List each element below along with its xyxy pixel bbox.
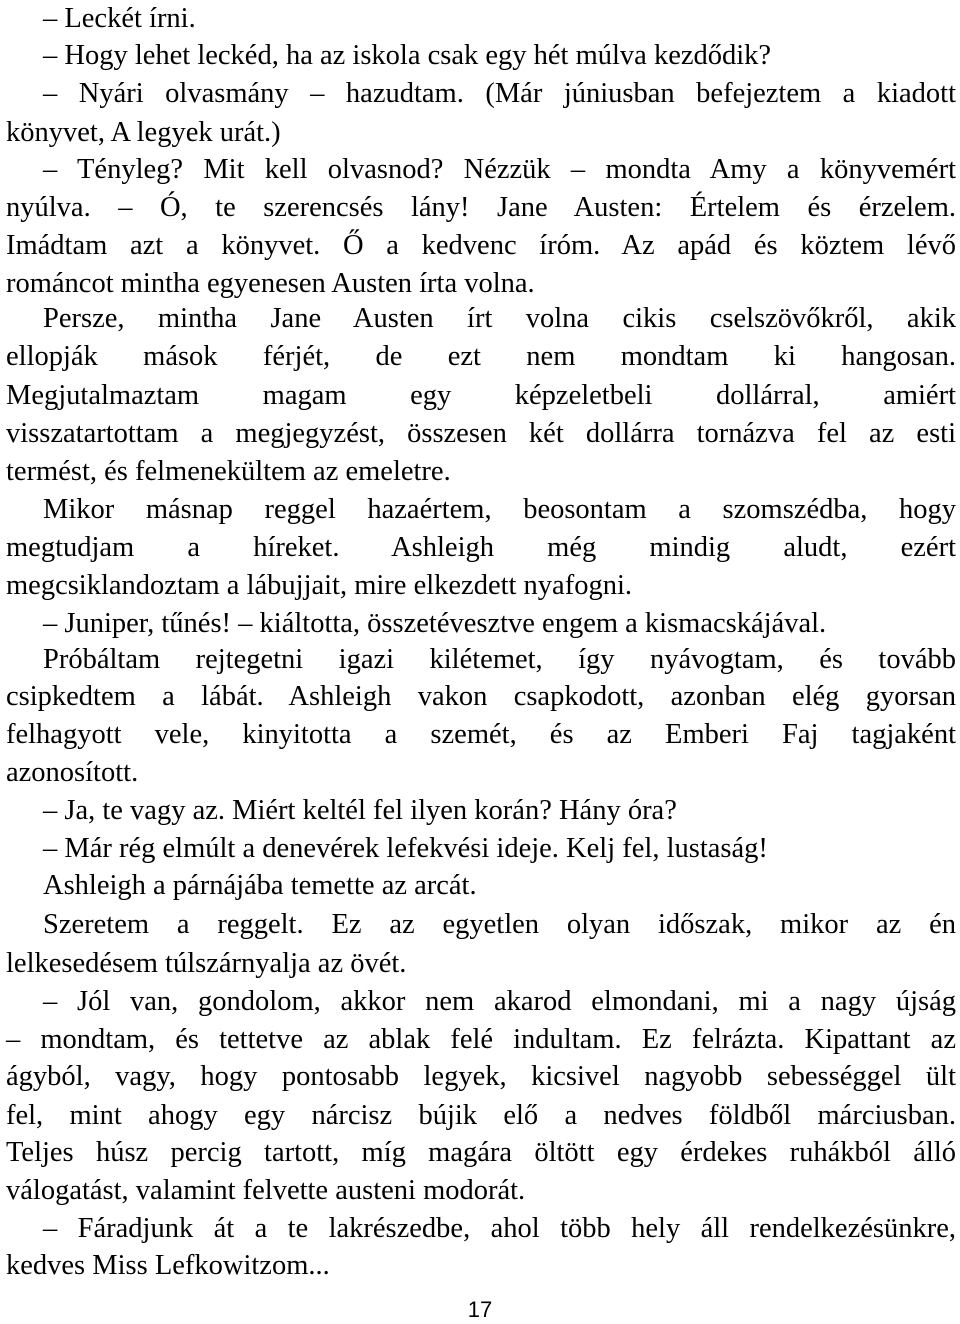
text-line: fel, mint ahogy egy nárcisz bújik elő a nedves földből márciusban. [6,1100,956,1131]
text-line: Persze, mintha Jane Austen írt volna cikis cselszövőkről, akik [43,303,956,334]
text-line: megcsiklandoztam a lábujjait, mire elkezdett nyafogni. [6,570,632,601]
text-line: azonosított. [6,757,139,788]
text-line: termést, és felmenekültem az emeletre. [6,456,451,487]
text-line: – Fáradjunk át a te lakrészedbe, ahol több hely áll rendelkezésünkre, [43,1213,956,1244]
text-line: Próbáltam rejtegetni igazi kilétemet, így nyávogtam, és tovább [43,644,956,675]
text-line: – Jól van, gondolom, akkor nem akarod elmondani, mi a nagy újság [43,986,956,1017]
text-line: Teljes húsz percig tartott, míg magára öltött egy érdekes ruhákból álló [6,1137,956,1168]
text-line: – Már rég elmúlt a denevérek lefekvési ideje. Kelj fel, lustaság! [43,833,768,864]
text-line: csipkedtem a lábát. Ashleigh vakon csapkodott, azonban elég gyorsan [6,681,956,712]
text-line: ellopják mások férjét, de ezt nem mondtam ki hangosan. [6,341,956,372]
text-line: – Nyári olvasmány – hazudtam. (Már júniusban befejeztem a kiadott [43,78,956,109]
page-number: 17 [467,1297,493,1322]
text-line: válogatást, valamint felvette austeni modorát. [6,1175,526,1206]
text-line: visszatartottam a megjegyzést, összesen két dollárra tornázva fel az esti [6,418,956,449]
text-line: románcot mintha egyenesen Austen írta volna. [6,268,535,299]
text-line: felhagyott vele, kinyitotta a szemét, és az Emberi Faj tagjaként [6,719,956,750]
text-line: nyúlva. – Ó, te szerencsés lány! Jane Austen: Értelem és érzelem. [6,192,956,223]
text-line: – Tényleg? Mit kell olvasnod? Nézzük – mondta Amy a könyvemért [43,154,956,185]
text-line: Szeretem a reggelt. Ez az egyetlen olyan időszak, mikor az én [43,909,956,940]
text-line: megtudjam a híreket. Ashleigh még mindig aludt, ezért [6,532,956,563]
text-line: Mikor másnap reggel hazaértem, beosontam a szomszédba, hogy [43,494,956,525]
text-line: lelkesedésem túlszárnyalja az övét. [6,948,407,979]
text-line: könyvet, A legyek urát.) [6,117,281,148]
text-line: kedves Miss Lefkowitzom... [6,1250,330,1281]
text-line: Imádtam azt a könyvet. Ő a kedvenc íróm. Az apád és köztem lévő [6,230,956,261]
text-line: – Juniper, tűnés! – kiáltotta, összetévesztve engem a kismacskájával. [43,608,827,639]
text-line: – mondtam, és tettetve az ablak felé indultam. Ez felrázta. Kipattant az [6,1024,956,1055]
text-line: ágyból, vagy, hogy pontosabb legyek, kicsivel nagyobb sebességgel ült [6,1061,956,1092]
text-line: Megjutalmaztam magam egy képzeletbeli dollárral, amiért [6,380,956,411]
text-line: Ashleigh a párnájába temette az arcát. [43,870,477,901]
text-line: – Leckét írni. [43,3,196,34]
text-line: – Ja, te vagy az. Miért keltél fel ilyen korán? Hány óra? [43,795,677,826]
text-line: – Hogy lehet leckéd, ha az iskola csak egy hét múlva kezdődik? [43,40,772,71]
